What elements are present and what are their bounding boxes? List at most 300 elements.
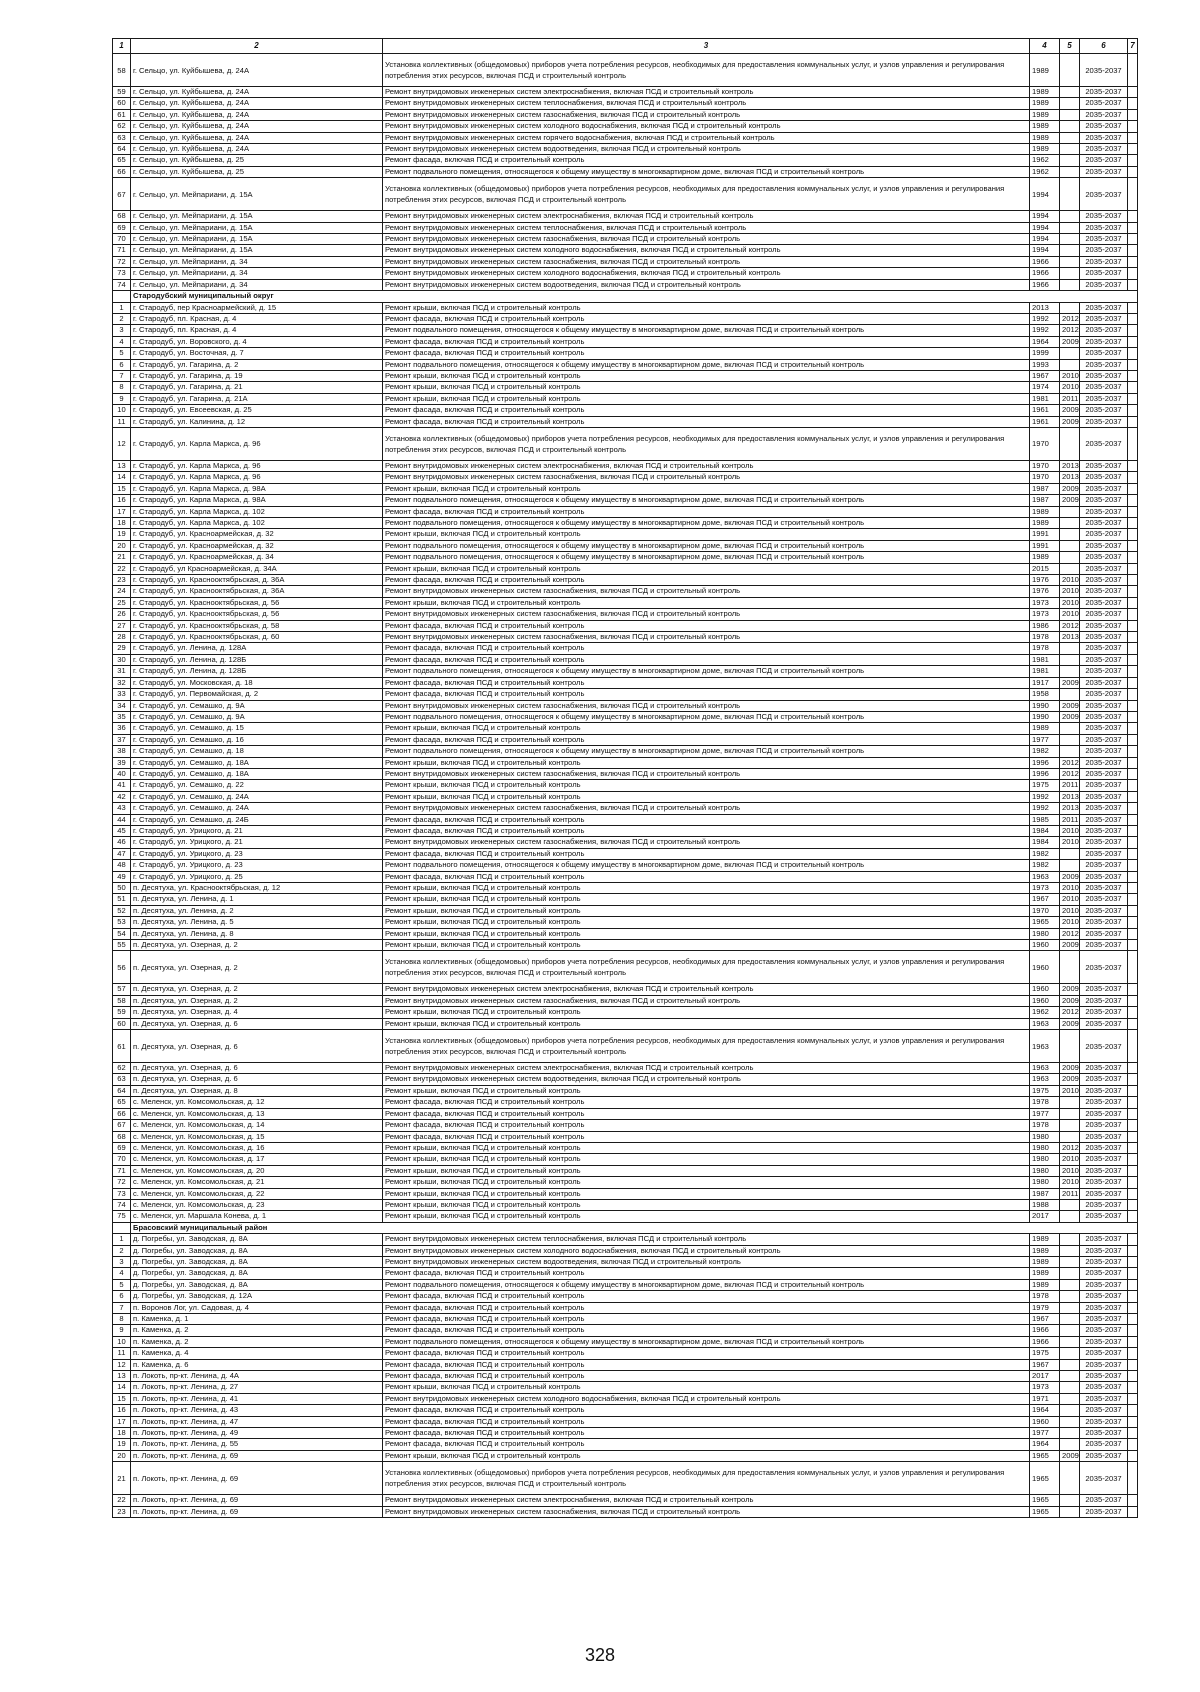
address-cell: с. Меленск, ул. Комсомольская, д. 13 [131, 1108, 383, 1119]
table-row [113, 586, 1138, 597]
table-row [113, 245, 1138, 256]
work-type-cell: Ремонт крыши, включая ПСД и строительный контроль [383, 883, 1030, 894]
table-body [113, 39, 1138, 1518]
year-built-cell: 1966 [1030, 279, 1060, 290]
last-repair-year-cell [1060, 1199, 1080, 1210]
planned-period-cell: 2035-2037 [1080, 768, 1128, 779]
header-cell: 2 [131, 39, 383, 54]
planned-period-cell: 2035-2037 [1080, 734, 1128, 745]
year-built-cell: 1993 [1030, 359, 1060, 370]
work-type-cell: Ремонт фасада, включая ПСД и строительный контроль [383, 405, 1030, 416]
year-built-cell: 1961 [1030, 405, 1060, 416]
table-row [113, 393, 1138, 404]
year-built-cell: 1962 [1030, 155, 1060, 166]
year-built-cell: 1973 [1030, 883, 1060, 894]
table-row [113, 121, 1138, 132]
extra-cell [1128, 1256, 1138, 1267]
planned-period-cell: 2035-2037 [1080, 894, 1128, 905]
address-cell: п. Десятуха, ул. Озерная, д. 6 [131, 1063, 383, 1074]
planned-period-cell: 2035-2037 [1080, 98, 1128, 109]
table-row [113, 1348, 1138, 1359]
planned-period-cell: 2035-2037 [1080, 121, 1128, 132]
last-repair-year-cell: 2009 [1060, 711, 1080, 722]
last-repair-year-cell: 2010 [1060, 1085, 1080, 1096]
row-number-cell: 3 [113, 1256, 131, 1267]
year-built-cell: 1994 [1030, 234, 1060, 245]
address-cell: с. Меленск, ул. Комсомольская, д. 20 [131, 1165, 383, 1176]
table-row [113, 1097, 1138, 1108]
row-number-cell: 10 [113, 1336, 131, 1347]
work-type-cell: Ремонт подвального помещения, относящегося к общему имуществу в многоквартирном доме, включая ПСД и строительный контроль [383, 746, 1030, 757]
year-built-cell: 1960 [1030, 995, 1060, 1006]
work-type-cell: Ремонт подвального помещения, относящегося к общему имуществу в многоквартирном доме, включая ПСД и строительный контроль [383, 495, 1030, 506]
repair-program-table [112, 38, 1138, 1518]
year-built-cell: 1971 [1030, 1393, 1060, 1404]
extra-cell [1128, 883, 1138, 894]
table-row [113, 1188, 1138, 1199]
work-type-cell: Ремонт подвального помещения, относящегося к общему имуществу в многоквартирном доме, включая ПСД и строительный контроль [383, 711, 1030, 722]
extra-cell [1128, 734, 1138, 745]
work-type-cell: Ремонт крыши, включая ПСД и строительный контроль [383, 757, 1030, 768]
address-cell: д. Погребы, ул. Заводская, д. 8А [131, 1234, 383, 1245]
table-row [113, 144, 1138, 155]
address-cell: г. Сельцо, ул. Мейпариани, д. 34 [131, 256, 383, 267]
work-type-cell: Ремонт внутридомовых инженерных систем газоснабжения, включая ПСД и строительный контроль [383, 995, 1030, 1006]
table-row [113, 256, 1138, 267]
year-built-cell: 1980 [1030, 1177, 1060, 1188]
extra-cell [1128, 700, 1138, 711]
planned-period-cell: 2035-2037 [1080, 370, 1128, 381]
row-number-cell: 54 [113, 928, 131, 939]
extra-cell [1128, 1416, 1138, 1427]
last-repair-year-cell: 2009 [1060, 700, 1080, 711]
table-row [113, 597, 1138, 608]
table-row [113, 518, 1138, 529]
extra-cell [1128, 552, 1138, 563]
extra-cell [1128, 860, 1138, 871]
address-cell: г. Стародуб, ул. Московская, д. 18 [131, 677, 383, 688]
address-cell: г. Стародуб, ул. Калинина, д. 12 [131, 416, 383, 427]
table-row [113, 1416, 1138, 1427]
address-cell: п. Локоть, пр-кт. Ленина, д. 69 [131, 1506, 383, 1517]
work-type-cell: Ремонт фасада, включая ПСД и строительный контроль [383, 313, 1030, 324]
last-repair-year-cell: 2010 [1060, 370, 1080, 381]
work-type-cell: Ремонт фасада, включая ПСД и строительный контроль [383, 1428, 1030, 1439]
work-type-cell: Ремонт фасада, включая ПСД и строительный контроль [383, 1439, 1030, 1450]
address-cell: г. Стародуб, ул. Гагарина, д. 19 [131, 370, 383, 381]
work-type-cell: Ремонт крыши, включая ПСД и строительный контроль [383, 597, 1030, 608]
planned-period-cell: 2035-2037 [1080, 860, 1128, 871]
row-number-cell: 17 [113, 506, 131, 517]
last-repair-year-cell [1060, 1336, 1080, 1347]
address-cell: г. Стародуб, ул. Семашко, д. 9А [131, 700, 383, 711]
year-built-cell: 1989 [1030, 1234, 1060, 1245]
table-row [113, 1393, 1138, 1404]
planned-period-cell: 2035-2037 [1080, 1268, 1128, 1279]
year-built-cell: 1996 [1030, 768, 1060, 779]
address-cell: п. Каменка, д. 6 [131, 1359, 383, 1370]
extra-cell [1128, 654, 1138, 665]
extra-cell [1128, 1279, 1138, 1290]
work-type-cell: Ремонт крыши, включая ПСД и строительный контроль [383, 1018, 1030, 1029]
extra-cell [1128, 1177, 1138, 1188]
address-cell: п. Десятуха, ул. Ленина, д. 8 [131, 928, 383, 939]
planned-period-cell: 2035-2037 [1080, 1382, 1128, 1393]
planned-period-cell: 2035-2037 [1080, 416, 1128, 427]
last-repair-year-cell [1060, 1439, 1080, 1450]
table-row [113, 1177, 1138, 1188]
work-type-cell: Ремонт подвального помещения, относящегося к общему имуществу в многоквартирном доме, включая ПСД и строительный контроль [383, 518, 1030, 529]
year-built-cell: 1966 [1030, 1325, 1060, 1336]
address-cell: г. Стародуб, ул. Урицкого, д. 21 [131, 837, 383, 848]
table-row [113, 1165, 1138, 1176]
planned-period-cell: 2035-2037 [1080, 1325, 1128, 1336]
table-row [113, 768, 1138, 779]
extra-cell [1128, 791, 1138, 802]
last-repair-year-cell [1060, 689, 1080, 700]
planned-period-cell: 2035-2037 [1080, 483, 1128, 494]
work-type-cell: Ремонт внутридомовых инженерных систем электроснабжения, включая ПСД и строительный контроль [383, 211, 1030, 222]
planned-period-cell: 2035-2037 [1080, 268, 1128, 279]
extra-cell [1128, 211, 1138, 222]
year-built-cell: 1980 [1030, 1165, 1060, 1176]
address-cell: с. Меленск, ул. Комсомольская, д. 21 [131, 1177, 383, 1188]
extra-cell [1128, 87, 1138, 98]
address-cell: с. Меленск, ул. Комсомольская, д. 15 [131, 1131, 383, 1142]
address-cell: г. Стародуб, ул. Гагарина, д. 21 [131, 382, 383, 393]
last-repair-year-cell [1060, 1382, 1080, 1393]
row-number-cell: 19 [113, 1439, 131, 1450]
row-number-cell: 60 [113, 1018, 131, 1029]
row-number-cell: 59 [113, 1007, 131, 1018]
year-built-cell: 1978 [1030, 632, 1060, 643]
year-built-cell: 1992 [1030, 313, 1060, 324]
year-built-cell: 1989 [1030, 1268, 1060, 1279]
extra-cell [1128, 245, 1138, 256]
last-repair-year-cell [1060, 1371, 1080, 1382]
extra-cell [1128, 563, 1138, 574]
table-row [113, 883, 1138, 894]
row-number-cell: 31 [113, 666, 131, 677]
extra-cell [1128, 393, 1138, 404]
table-row [113, 279, 1138, 290]
planned-period-cell: 2035-2037 [1080, 1120, 1128, 1131]
extra-cell [1128, 803, 1138, 814]
address-cell: п. Локоть, пр-кт. Ленина, д. 47 [131, 1416, 383, 1427]
table-row [113, 928, 1138, 939]
last-repair-year-cell: 2010 [1060, 586, 1080, 597]
work-type-cell: Ремонт подвального помещения, относящегося к общему имуществу в многоквартирном доме, включая ПСД и строительный контроль [383, 166, 1030, 177]
extra-cell [1128, 1188, 1138, 1199]
planned-period-cell: 2035-2037 [1080, 632, 1128, 643]
year-built-cell: 1982 [1030, 746, 1060, 757]
address-cell: с. Меленск, ул. Комсомольская, д. 23 [131, 1199, 383, 1210]
table-row [113, 1279, 1138, 1290]
table-row [113, 951, 1138, 984]
planned-period-cell: 2035-2037 [1080, 666, 1128, 677]
row-number-cell: 63 [113, 1074, 131, 1085]
section-title: Стародубский муниципальный округ [131, 291, 1138, 302]
extra-cell [1128, 472, 1138, 483]
row-number-cell: 66 [113, 166, 131, 177]
row-number-cell: 59 [113, 87, 131, 98]
address-cell: п. Десятуха, ул. Ленина, д. 5 [131, 917, 383, 928]
table-row [113, 1268, 1138, 1279]
year-built-cell: 1978 [1030, 1120, 1060, 1131]
extra-cell [1128, 995, 1138, 1006]
header-cell: 3 [383, 39, 1030, 54]
table-row [113, 416, 1138, 427]
year-built-cell: 1989 [1030, 1245, 1060, 1256]
extra-cell [1128, 586, 1138, 597]
extra-cell [1128, 928, 1138, 939]
last-repair-year-cell [1060, 1268, 1080, 1279]
table-row [113, 677, 1138, 688]
address-cell: п. Локоть, пр-кт. Ленина, д. 27 [131, 1382, 383, 1393]
planned-period-cell: 2035-2037 [1080, 1428, 1128, 1439]
extra-cell [1128, 1348, 1138, 1359]
last-repair-year-cell [1060, 654, 1080, 665]
row-number-cell: 62 [113, 121, 131, 132]
extra-cell [1128, 1018, 1138, 1029]
work-type-cell: Установка коллективных (общедомовых) приборов учета потребления ресурсов, необходимых для предоставления коммунальных услуг, и узлов управления и регулирования потребления этих ресурсов, включая ПСД и строительный контроль [383, 951, 1030, 984]
address-cell: п. Локоть, пр-кт. Ленина, д. 69 [131, 1462, 383, 1495]
table-row [113, 268, 1138, 279]
address-cell: г. Стародуб, пер Красноармейский, д. 15 [131, 302, 383, 313]
address-cell: с. Меленск, ул. Комсомольская, д. 22 [131, 1188, 383, 1199]
extra-cell [1128, 597, 1138, 608]
year-built-cell: 1984 [1030, 837, 1060, 848]
work-type-cell: Установка коллективных (общедомовых) приборов учета потребления ресурсов, необходимых для предоставления коммунальных услуг, и узлов управления и регулирования потребления этих ресурсов, включая ПСД и строительный контроль [383, 54, 1030, 87]
planned-period-cell: 2035-2037 [1080, 1018, 1128, 1029]
address-cell: с. Меленск, ул. Маршала Конева, д. 1 [131, 1211, 383, 1222]
extra-cell [1128, 1063, 1138, 1074]
row-number-cell: 9 [113, 1325, 131, 1336]
row-number-cell: 40 [113, 768, 131, 779]
address-cell: п. Каменка, д. 4 [131, 1348, 383, 1359]
row-number-cell: 61 [113, 1030, 131, 1063]
table-row [113, 1245, 1138, 1256]
planned-period-cell: 2035-2037 [1080, 382, 1128, 393]
work-type-cell: Ремонт фасада, включая ПСД и строительный контроль [383, 848, 1030, 859]
work-type-cell: Ремонт фасада, включая ПСД и строительный контроль [383, 1108, 1030, 1119]
row-number-cell: 53 [113, 917, 131, 928]
year-built-cell: 1960 [1030, 1416, 1060, 1427]
address-cell: г. Сельцо, ул. Мейпариани, д. 15А [131, 222, 383, 233]
year-built-cell: 1966 [1030, 256, 1060, 267]
work-type-cell: Ремонт фасада, включая ПСД и строительный контроль [383, 1416, 1030, 1427]
planned-period-cell: 2035-2037 [1080, 234, 1128, 245]
year-built-cell: 1963 [1030, 1074, 1060, 1085]
row-number-cell: 21 [113, 1462, 131, 1495]
row-number-cell: 36 [113, 723, 131, 734]
extra-cell [1128, 109, 1138, 120]
last-repair-year-cell: 2013 [1060, 460, 1080, 471]
table-row [113, 1291, 1138, 1302]
work-type-cell: Ремонт внутридомовых инженерных систем холодного водоснабжения, включая ПСД и строительный контроль [383, 245, 1030, 256]
row-number-cell: 39 [113, 757, 131, 768]
extra-cell [1128, 871, 1138, 882]
row-number-cell: 18 [113, 518, 131, 529]
row-number-cell: 11 [113, 416, 131, 427]
planned-period-cell: 2035-2037 [1080, 700, 1128, 711]
extra-cell [1128, 222, 1138, 233]
address-cell: г. Стародуб, ул Красноармейская, д. 34А [131, 563, 383, 574]
year-built-cell: 1978 [1030, 1097, 1060, 1108]
extra-cell [1128, 1154, 1138, 1165]
last-repair-year-cell: 2009 [1060, 495, 1080, 506]
last-repair-year-cell: 2012 [1060, 325, 1080, 336]
table-row [113, 871, 1138, 882]
year-built-cell: 1964 [1030, 336, 1060, 347]
table-row [113, 506, 1138, 517]
address-cell: п. Десятуха, ул. Озерная, д. 2 [131, 940, 383, 951]
table-row [113, 348, 1138, 359]
last-repair-year-cell [1060, 552, 1080, 563]
extra-cell [1128, 382, 1138, 393]
row-number-cell: 56 [113, 951, 131, 984]
row-number-cell: 63 [113, 132, 131, 143]
table-row [113, 222, 1138, 233]
planned-period-cell: 2035-2037 [1080, 325, 1128, 336]
last-repair-year-cell [1060, 1120, 1080, 1131]
year-built-cell: 1987 [1030, 1188, 1060, 1199]
row-number-cell: 65 [113, 1097, 131, 1108]
row-number-cell: 70 [113, 234, 131, 245]
planned-period-cell: 2035-2037 [1080, 837, 1128, 848]
last-repair-year-cell: 2009 [1060, 1018, 1080, 1029]
row-number-cell: 20 [113, 540, 131, 551]
row-number-cell: 5 [113, 348, 131, 359]
row-number-cell: 72 [113, 256, 131, 267]
table-row [113, 791, 1138, 802]
table-row [113, 370, 1138, 381]
extra-cell [1128, 848, 1138, 859]
planned-period-cell: 2035-2037 [1080, 1348, 1128, 1359]
table-row [113, 1336, 1138, 1347]
planned-period-cell: 2035-2037 [1080, 1495, 1128, 1506]
last-repair-year-cell: 2010 [1060, 1154, 1080, 1165]
year-built-cell: 1985 [1030, 814, 1060, 825]
work-type-cell: Ремонт крыши, включая ПСД и строительный контроль [383, 1165, 1030, 1176]
work-type-cell: Ремонт фасада, включая ПСД и строительный контроль [383, 348, 1030, 359]
table-row [113, 325, 1138, 336]
address-cell: п. Десятуха, ул. Озерная, д. 6 [131, 1018, 383, 1029]
planned-period-cell: 2035-2037 [1080, 506, 1128, 517]
extra-cell [1128, 313, 1138, 324]
planned-period-cell: 2035-2037 [1080, 1439, 1128, 1450]
address-cell: г. Стародуб, ул. Карла Маркса, д. 98А [131, 495, 383, 506]
planned-period-cell: 2035-2037 [1080, 348, 1128, 359]
year-built-cell: 1966 [1030, 268, 1060, 279]
last-repair-year-cell [1060, 109, 1080, 120]
table-row [113, 529, 1138, 540]
year-built-cell: 1960 [1030, 951, 1060, 984]
year-built-cell: 1994 [1030, 178, 1060, 211]
address-cell: с. Меленск, ул. Комсомольская, д. 16 [131, 1142, 383, 1153]
address-cell: г. Стародуб, ул. Гагарина, д. 21А [131, 393, 383, 404]
last-repair-year-cell [1060, 1302, 1080, 1313]
row-number-cell: 69 [113, 1142, 131, 1153]
planned-period-cell: 2035-2037 [1080, 677, 1128, 688]
planned-period-cell: 2035-2037 [1080, 1154, 1128, 1165]
year-built-cell: 1978 [1030, 643, 1060, 654]
last-repair-year-cell: 2010 [1060, 883, 1080, 894]
last-repair-year-cell [1060, 178, 1080, 211]
last-repair-year-cell [1060, 540, 1080, 551]
last-repair-year-cell [1060, 734, 1080, 745]
table-row [113, 495, 1138, 506]
row-number-cell: 71 [113, 245, 131, 256]
address-cell: г. Стародуб, ул. Семашко, д. 24Б [131, 814, 383, 825]
work-type-cell: Ремонт внутридомовых инженерных систем газоснабжения, включая ПСД и строительный контроль [383, 700, 1030, 711]
planned-period-cell: 2035-2037 [1080, 1199, 1128, 1210]
work-type-cell: Ремонт внутридомовых инженерных систем электроснабжения, включая ПСД и строительный контроль [383, 1063, 1030, 1074]
year-built-cell: 1965 [1030, 1495, 1060, 1506]
last-repair-year-cell [1060, 860, 1080, 871]
table-row [113, 1074, 1138, 1085]
last-repair-year-cell [1060, 256, 1080, 267]
address-cell: п. Локоть, пр-кт. Ленина, д. 69 [131, 1495, 383, 1506]
table-row [113, 1018, 1138, 1029]
last-repair-year-cell: 2009 [1060, 336, 1080, 347]
table-row [113, 780, 1138, 791]
planned-period-cell: 2035-2037 [1080, 609, 1128, 620]
planned-period-cell: 2035-2037 [1080, 928, 1128, 939]
work-type-cell: Ремонт крыши, включая ПСД и строительный контроль [383, 1177, 1030, 1188]
work-type-cell: Ремонт крыши, включая ПСД и строительный контроль [383, 1199, 1030, 1210]
table-row [113, 632, 1138, 643]
work-type-cell: Установка коллективных (общедомовых) приборов учета потребления ресурсов, необходимых для предоставления коммунальных услуг, и узлов управления и регулирования потребления этих ресурсов, включая ПСД и строительный контроль [383, 1462, 1030, 1495]
extra-cell [1128, 144, 1138, 155]
last-repair-year-cell [1060, 1416, 1080, 1427]
work-type-cell: Ремонт фасада, включая ПСД и строительный контроль [383, 643, 1030, 654]
row-number-cell: 1 [113, 1234, 131, 1245]
row-number-cell: 7 [113, 370, 131, 381]
planned-period-cell: 2035-2037 [1080, 1165, 1128, 1176]
address-cell: д. Погребы, ул. Заводская, д. 8А [131, 1268, 383, 1279]
year-built-cell: 1978 [1030, 1291, 1060, 1302]
row-number-cell: 13 [113, 460, 131, 471]
address-cell: п. Локоть, пр-кт. Ленина, д. 55 [131, 1439, 383, 1450]
header-cell: 1 [113, 39, 131, 54]
extra-cell [1128, 325, 1138, 336]
year-built-cell: 1979 [1030, 1302, 1060, 1313]
year-built-cell: 1991 [1030, 540, 1060, 551]
last-repair-year-cell [1060, 211, 1080, 222]
extra-cell [1128, 416, 1138, 427]
work-type-cell: Ремонт крыши, включая ПСД и строительный контроль [383, 1382, 1030, 1393]
extra-cell [1128, 1450, 1138, 1461]
address-cell: г. Стародуб, ул. Краснооктябрьская, д. 58 [131, 620, 383, 631]
extra-cell [1128, 1142, 1138, 1153]
year-built-cell: 2017 [1030, 1371, 1060, 1382]
planned-period-cell: 2035-2037 [1080, 1462, 1128, 1495]
address-cell: г. Стародуб, ул. Восточная, д. 7 [131, 348, 383, 359]
last-repair-year-cell [1060, 1495, 1080, 1506]
year-built-cell: 1967 [1030, 1359, 1060, 1370]
last-repair-year-cell [1060, 563, 1080, 574]
table-row [113, 984, 1138, 995]
planned-period-cell: 2035-2037 [1080, 814, 1128, 825]
table-row [113, 98, 1138, 109]
extra-cell [1128, 1428, 1138, 1439]
work-type-cell: Ремонт фасада, включая ПСД и строительный контроль [383, 1302, 1030, 1313]
work-type-cell: Ремонт крыши, включая ПСД и строительный контроль [383, 563, 1030, 574]
extra-cell [1128, 1439, 1138, 1450]
extra-cell [1128, 1495, 1138, 1506]
last-repair-year-cell [1060, 234, 1080, 245]
